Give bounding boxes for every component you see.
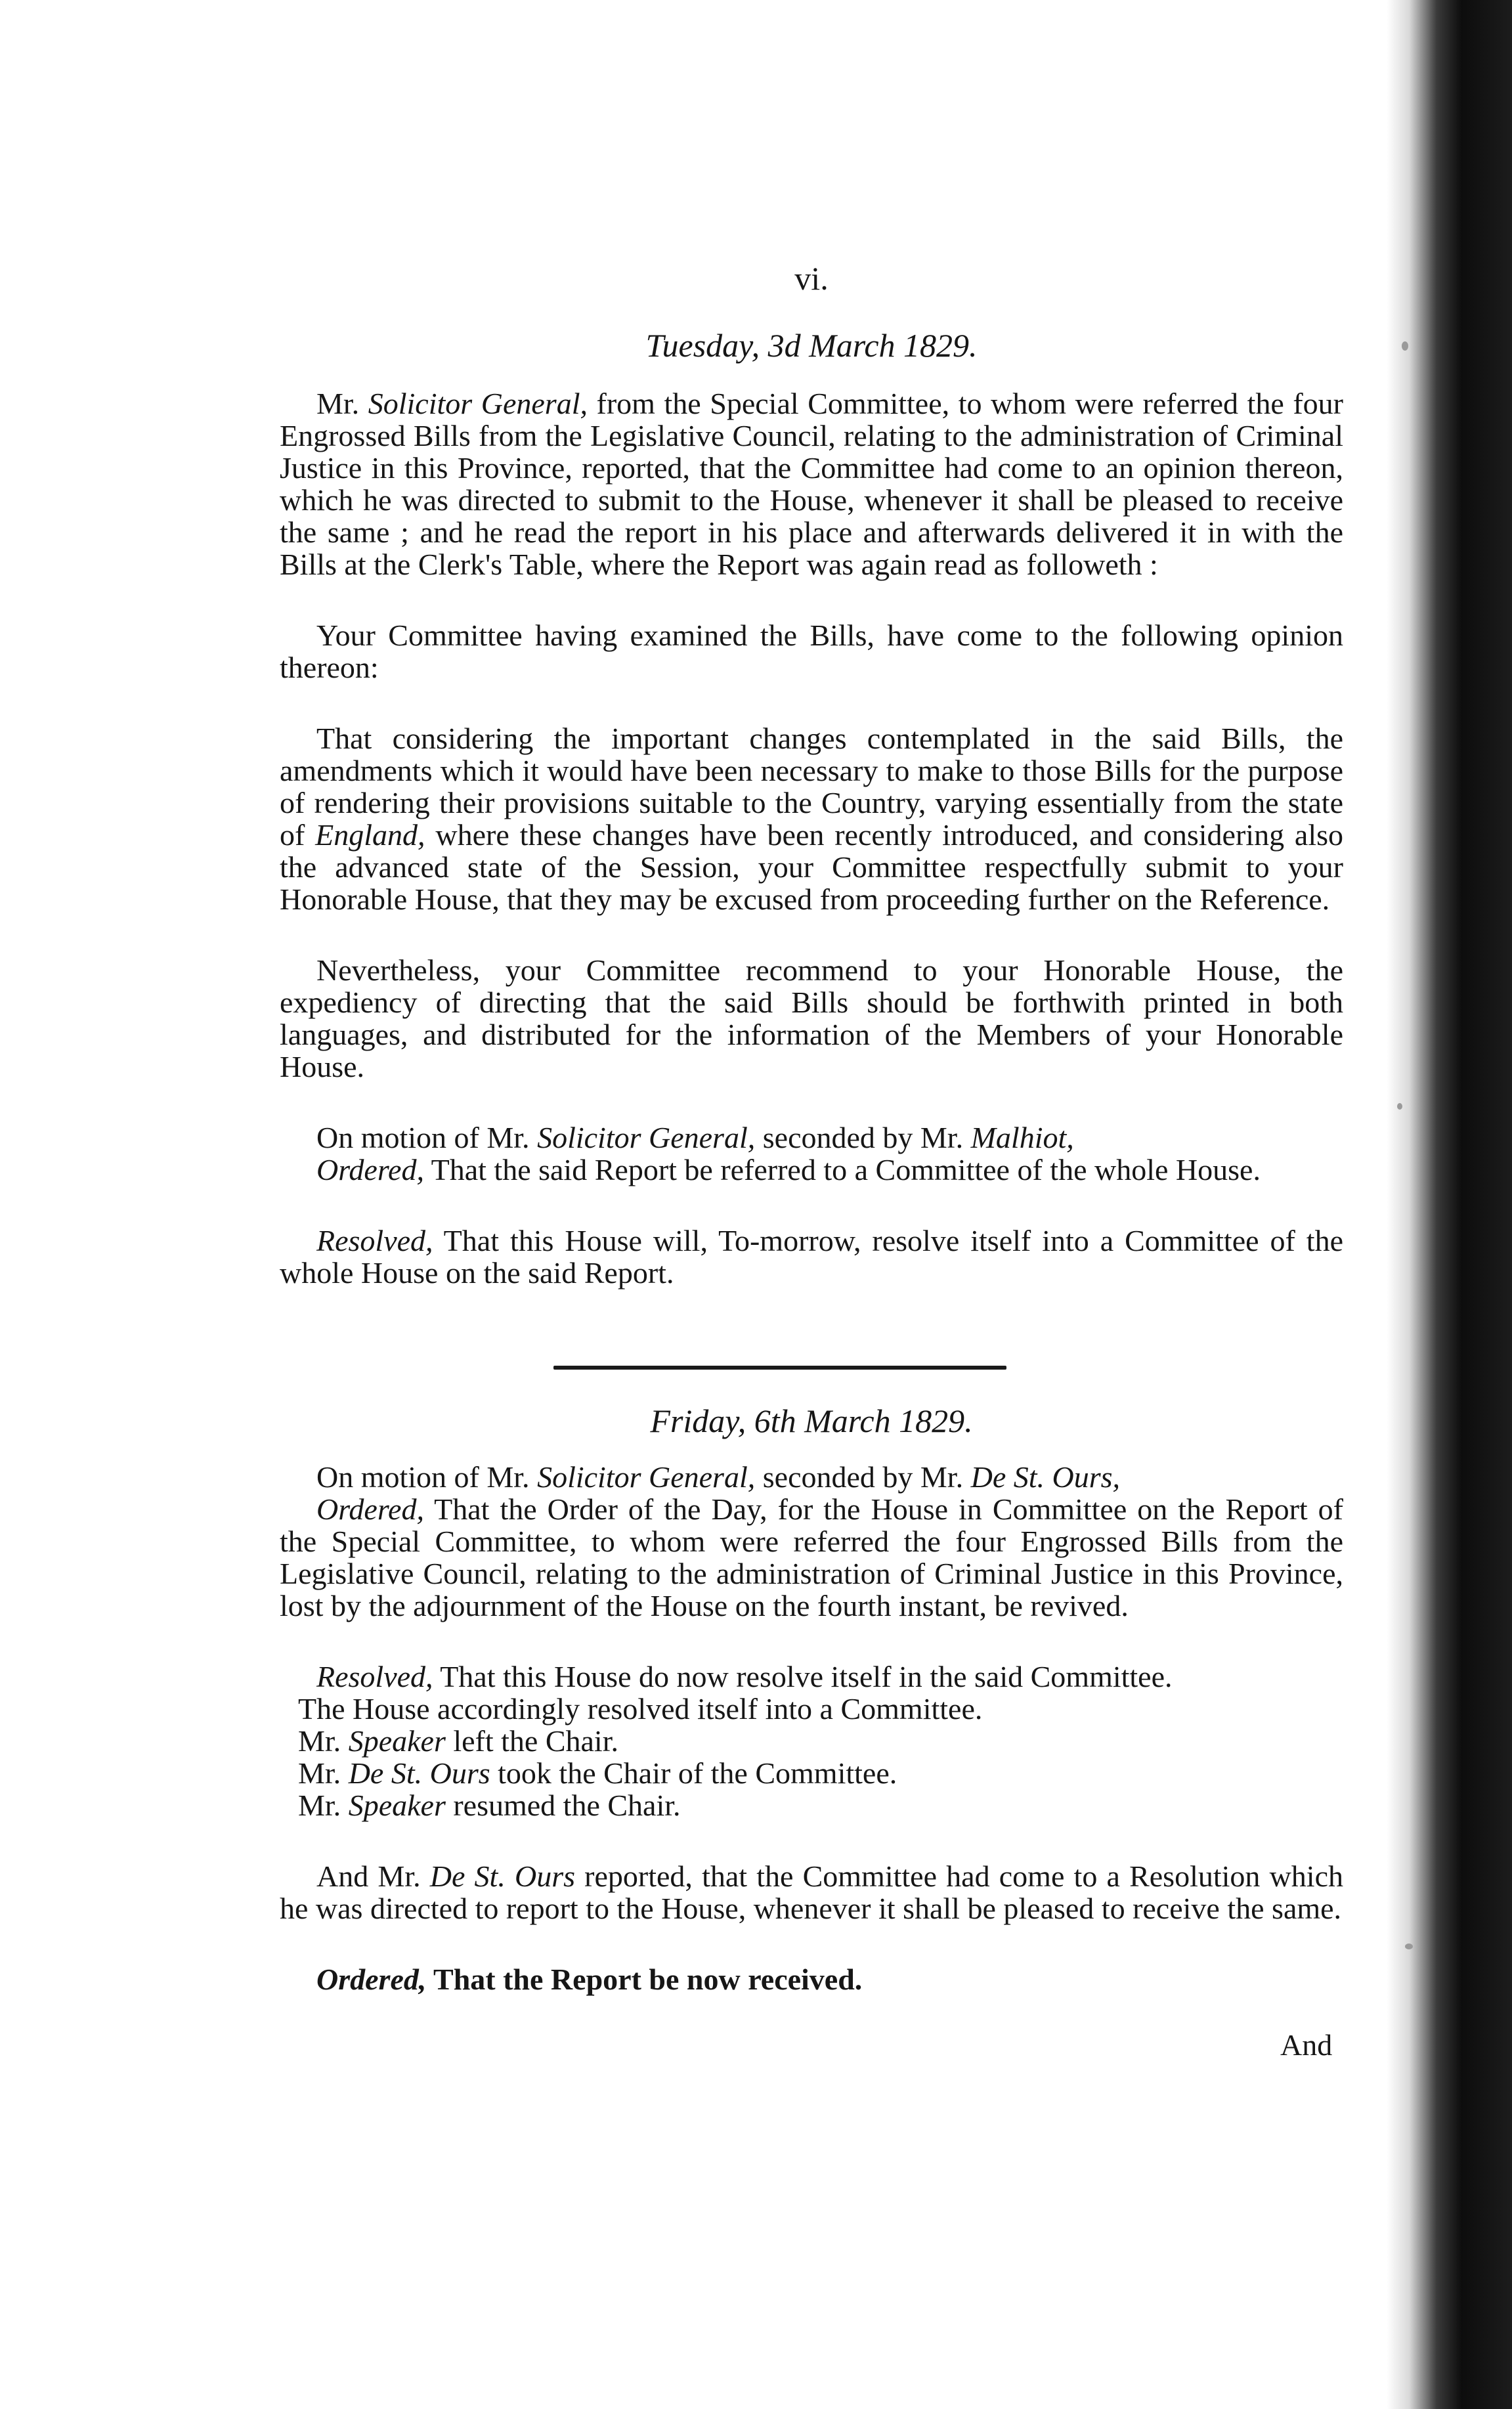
binding-speck bbox=[1397, 1103, 1402, 1110]
catchword: And bbox=[1280, 2028, 1333, 2062]
considering-paragraph: That considering the important changes contemplated in the said Bills, the amendments which it would have been necessary to make to those Bills for the purpose of rendering their provisions suitable to the Country, varying essentially from the state of England, where these changes have been recently introduced, and considering also the advanced state of the Session, your Committee respectfully submit to your Honorable House, that they may be excused from proceeding further on the Reference. bbox=[280, 722, 1343, 916]
section-divider-rule bbox=[553, 1366, 1006, 1370]
section-1-body bbox=[280, 387, 1343, 1289]
binding-speck bbox=[1402, 341, 1408, 351]
ordered-paragraph: Ordered, That the Order of the Day, for the House in Committee on the Report of the Special Committee, to whom were referred the four Engrossed Bills from the Legislative Council, relating to the administration of Criminal Justice in this Province, lost by the adjournment of the House on the fourth instant, be revived. bbox=[280, 1492, 1343, 1622]
nevertheless-paragraph: Nevertheless, your Committee recommend to your Honorable House, the expediency of directing that the said Bills should be forthwith printed in both languages, and distributed for the information of the Members of your Honorable House. bbox=[280, 953, 1343, 1083]
speaker-resumed-line: Mr. Speaker resumed the Chair. bbox=[298, 1789, 681, 1822]
speaker-left-line: Mr. Speaker left the Chair. bbox=[298, 1724, 618, 1758]
report-paragraph: Mr. Solicitor General, from the Special Committee, to whom were referred the four Engrossed Bills from the Legislative Council, relating to the administration of Criminal Justice in this Province, reported, that the Committee had come to an opinion thereon, which he was directed to submit to the House, whenever it shall be pleased to receive the same ; and he read the report in his place and afterwards delivered it in with the Bills at the Clerk's Table, where the Report was again read as followeth : bbox=[280, 387, 1343, 581]
section-date-heading: Friday, 6th March 1829. bbox=[650, 1402, 973, 1439]
committee-opinion-paragraph: Your Committee having examined the Bills, have come to the following opinion thereon: bbox=[280, 619, 1343, 684]
section-2-body bbox=[280, 1461, 1343, 1995]
book-binding-edge bbox=[1387, 0, 1512, 2409]
motion-line: On motion of Mr. Solicitor General, seconded by Mr. Malhiot, bbox=[316, 1121, 1074, 1154]
chair-taken-line: Mr. De St. Ours took the Chair of the Committee. bbox=[298, 1756, 897, 1790]
page-number: vi. bbox=[794, 260, 829, 297]
section-date-heading: Tuesday, 3d March 1829. bbox=[645, 327, 978, 364]
motion-line: On motion of Mr. Solicitor General, seconded by Mr. De St. Ours, bbox=[316, 1460, 1121, 1494]
resolved-paragraph: Resolved, That this House will, To-morrow, resolve itself into a Committee of the whole House on the said Report. bbox=[280, 1224, 1343, 1290]
reported-paragraph: And Mr. De St. Ours reported, that the Committee had come to a Resolution which he was directed to report to the House, whenever it shall be pleased to receive the same. bbox=[280, 1859, 1343, 1925]
report-received-line: Ordered, That the Report be now received. bbox=[316, 1963, 863, 1996]
binding-speck bbox=[1405, 1943, 1413, 1949]
resolved-line: Resolved, That this House do now resolve itself in the said Committee. bbox=[316, 1660, 1173, 1693]
house-committee-line: The House accordingly resolved itself into a Committee. bbox=[298, 1692, 983, 1725]
ordered-line: Ordered, That the said Report be referred to a Committee of the whole House. bbox=[316, 1153, 1261, 1186]
